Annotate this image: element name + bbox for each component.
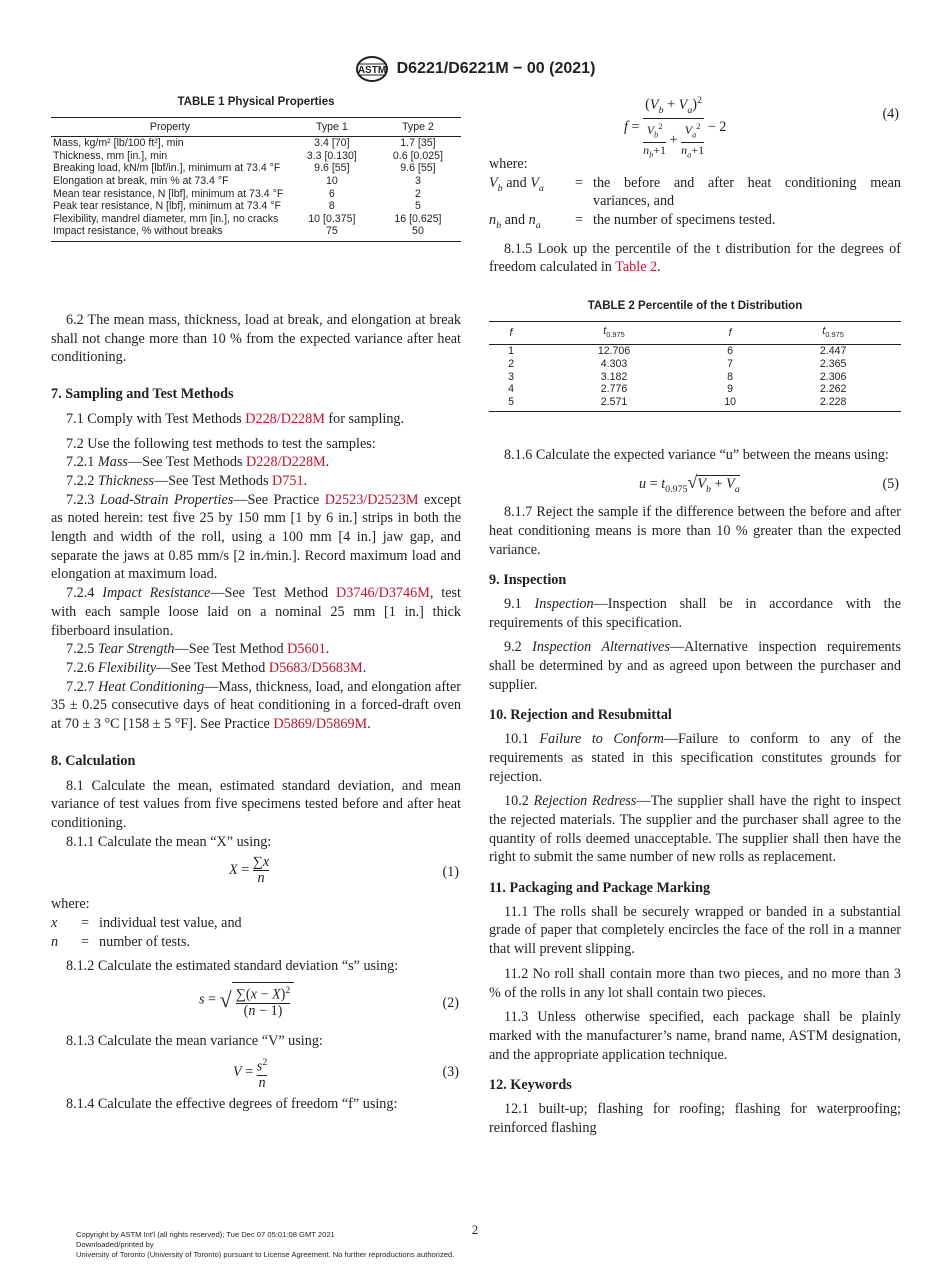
definition-n: the number of specimens tested. xyxy=(593,212,776,229)
table-cell: 1 xyxy=(508,345,514,358)
table-cell: 2.262 xyxy=(819,383,847,396)
equation-number: (3) xyxy=(442,1063,459,1080)
table-cell: Mass, kg/m² [lb/100 ft²], min xyxy=(53,137,184,150)
where-label: where: xyxy=(51,896,90,913)
column-header: Type 1 xyxy=(289,117,375,137)
paragraph-11-1: 11.1 The rolls shall be securely wrapped or banded in a substantial grade of paper that completely encircles the face of the roll in a manner that will prevent slipping. xyxy=(489,903,901,958)
table-row xyxy=(489,358,901,371)
page-header xyxy=(0,55,950,83)
table-cell: 10 xyxy=(695,396,765,412)
table-row xyxy=(51,175,461,188)
paragraph-11-2: 11.2 No roll shall contain more than two pieces, and no more than 3 % of the rolls in any lot shall contain two pieces. xyxy=(489,965,901,1001)
section-heading-10: 10. Rejection and Resubmittal xyxy=(489,707,672,724)
equation-2: s = √ $\frac{\sum(x - X)^2}{(n - 1)}$ (2) xyxy=(51,976,461,1032)
table-header-row xyxy=(51,117,461,137)
paragraph-11-3: 11.3 Unless otherwise specified, each package shall be plainly marked with the manufacturer’s name, brand name, ASTM designation, and the appropriate application technique. xyxy=(489,1009,901,1063)
section-heading-11: 11. Packaging and Package Marking xyxy=(489,880,711,897)
table-cell: 6 xyxy=(727,345,734,358)
table-cell: 3 xyxy=(508,370,514,383)
link-d228-mass[interactable]: D228/D228M xyxy=(246,454,326,471)
table1-title: TABLE 1 Physical Properties xyxy=(177,96,335,108)
paragraph-7-2-2: 7.2.2 Thickness—See Test Methods D751. xyxy=(66,472,308,489)
table-row xyxy=(489,383,901,396)
table-cell: 4.303 xyxy=(600,358,628,371)
table-cell: Flexibility, mandrel diameter, mm [in.], no cracks xyxy=(53,212,279,225)
astm-logo-icon xyxy=(355,55,389,83)
paragraph-7-2-3: 7.2.3 Load-Strain Properties—See Practice D2523/D2523M except as noted herein: test five 25 by 150 mm [1 by 6 in.] strips in both the length and width of the roll, using a 100 mm [4 in.] jaw gap, and separate the jaws at 0.85 mm/s [2 in.⁄min.]. Record maximum load and elongation at maximum load. xyxy=(51,491,462,583)
variable-definitions: $V_b$ and $V_a$ = the before and after heat conditioning mean variances, and $n_b$ and $n_a$ = the number of specimens tested. xyxy=(489,174,901,236)
link-d751[interactable]: D751 xyxy=(272,472,304,489)
table-cell: Breaking load, kN/m [lbf/in.], minimum at 73.4 °F xyxy=(53,162,281,175)
table-cell: Mean tear resistance, N [lbf], minimum at 73.4 °F xyxy=(53,187,284,200)
table-cell: 3.4 [70] xyxy=(314,137,350,150)
table-cell: 2.447 xyxy=(819,345,847,358)
table1-physical-properties xyxy=(51,117,461,242)
table-row xyxy=(51,188,461,201)
paragraph-7-2-1: 7.2.1 Mass—See Test Methods D228/D228M. xyxy=(66,454,330,471)
equation-3: V = $\frac{s^2}{n}$ (3) xyxy=(233,1056,459,1091)
table-cell: 2.306 xyxy=(819,370,847,383)
table-cell: 4 xyxy=(508,383,514,396)
table-row xyxy=(51,225,461,241)
footer-line: Downloaded/printed by xyxy=(76,1240,154,1249)
column-header: Type 2 xyxy=(375,117,461,137)
definition-v: the before and after heat conditioning mean variances, and xyxy=(593,174,901,210)
page-number: 2 xyxy=(471,1222,479,1237)
table-cell: 6 xyxy=(328,187,335,200)
footer-line: University of Toronto (University of Toronto) pursuant to License Agreement. No further reproductions authorized. xyxy=(76,1250,455,1259)
paragraph-8-1-1: 8.1.1 Calculate the mean “X” using: xyxy=(66,833,272,850)
table-cell: 8 xyxy=(328,200,335,213)
definition-n: number of tests. xyxy=(99,933,191,950)
paragraph-7-2-7: 7.2.7 Heat Conditioning—Mass, thickness, load, and elongation after 35 ± 0.25 consecutive days of heat conditioning in a forced-draft oven at 70 ± 3 °C [158 ± 5 °F]. See Practice D5869/D5869M. xyxy=(51,678,462,733)
paragraph-9-1: 9.1 Inspection—Inspection shall be in accordance with the requirements of this specification. xyxy=(489,595,902,631)
table-header-row: f $t_{0.975}$ f $t_{0.975}$ xyxy=(489,321,901,345)
table-cell: 3 xyxy=(414,175,421,188)
equation-number: (5) xyxy=(882,476,899,493)
table-row xyxy=(51,162,461,175)
table-row xyxy=(489,345,901,358)
footer-line: Copyright by ASTM Int'l (all rights reserved); Tue Dec 07 05:01:08 GMT 2021 xyxy=(76,1230,335,1239)
table-cell: 16 [0.625] xyxy=(394,212,442,225)
column-header: Property xyxy=(51,117,289,137)
table-cell: 2.776 xyxy=(600,383,628,396)
paragraph-10-1: 10.1 Failure to Conform—Failure to conform to any of the requirements as stated in this specification constitutes grounds for rejection. xyxy=(489,731,901,785)
table-row xyxy=(489,371,901,384)
table-row xyxy=(51,137,461,150)
document-designation: D6221/D6221M − 00 (2021) xyxy=(396,60,596,77)
equation-1: X = $\frac{\sum x}{n}$ (1) xyxy=(229,854,459,887)
variable-definitions: x = individual test value, and n = number of tests. xyxy=(51,914,461,951)
right-column xyxy=(489,93,901,1138)
table-cell: 5 xyxy=(414,200,421,213)
table-cell: Thickness, mm [in.], min xyxy=(53,149,168,162)
link-d3746[interactable]: D3746/D3746M xyxy=(336,585,430,602)
paragraph-6-2: 6.2 The mean mass, thickness, load at break, and elongation at break shall not change more than 10 % from the expected variance after heat conditioning. xyxy=(51,312,461,366)
table-cell: 0.6 [0.025] xyxy=(392,149,443,162)
paragraph-7-1: 7.1 Comply with Test Methods D228/D228M for sampling. xyxy=(66,410,405,427)
table-cell: 7 xyxy=(727,358,734,371)
table-cell: Elongation at break, min % at 73.4 °F xyxy=(53,175,229,188)
table-cell: 50 xyxy=(375,225,461,241)
section-heading-7: 7. Sampling and Test Methods xyxy=(51,386,234,403)
paragraph-7-2-6: 7.2.6 Flexibility—See Test Method D5683/D5683M. xyxy=(66,660,367,676)
link-d228[interactable]: D228/D228M xyxy=(245,410,325,427)
paragraph-8-1-6: 8.1.6 Calculate the expected variance “u” between the means using: xyxy=(504,447,889,464)
table-row xyxy=(51,150,461,163)
paragraph-8-1-5: 8.1.5 Look up the percentile of the t distribution for the degrees of freedom calculated in Table 2. xyxy=(489,240,901,276)
table-row xyxy=(51,213,461,226)
copyright-footer xyxy=(76,1230,454,1260)
table-cell: 3.3 [0.130] xyxy=(306,149,357,162)
link-d5601[interactable]: D5601 xyxy=(287,641,326,658)
paragraph-8-1-4: 8.1.4 Calculate the effective degrees of freedom “f” using: xyxy=(66,1095,398,1112)
paragraph-12-1: 12.1 built-up; flashing for roofing; flashing for waterproofing; reinforced flashing xyxy=(489,1101,901,1136)
paragraph-8-1-3: 8.1.3 Calculate the mean variance “V” using: xyxy=(66,1033,323,1050)
paragraph-7-2: 7.2 Use the following test methods to test the samples: xyxy=(66,435,376,452)
paragraph-8-1-2: 8.1.2 Calculate the estimated standard deviation “s” using: xyxy=(66,958,399,975)
left-column xyxy=(51,93,461,1114)
table-cell: 9 xyxy=(727,383,734,396)
section-heading-9: 9. Inspection xyxy=(489,572,567,589)
table-cell: 3.182 xyxy=(600,370,628,383)
equation-number: (1) xyxy=(442,864,459,881)
table-cell: Impact resistance, % without breaks xyxy=(51,225,289,241)
table2-t-distribution xyxy=(489,321,901,413)
paragraph-7-2-4: 7.2.4 Impact Resistance—See Test Method D3746/D3746M, test with each sample loose laid on a nominal 25 mm [1 in.] thick fiberboard insulation. xyxy=(51,585,461,639)
link-d5683[interactable]: D5683/D5683M xyxy=(268,660,363,676)
section-heading-12: 12. Keywords xyxy=(489,1077,572,1094)
table-cell: 2.571 xyxy=(533,396,695,412)
svg-text:ASTM: ASTM xyxy=(357,65,386,76)
table-cell: 1.7 [35] xyxy=(400,137,436,150)
table-cell: 8 xyxy=(727,370,734,383)
table-cell: 2 xyxy=(508,358,514,371)
table-cell: 9.6 [55] xyxy=(400,162,436,175)
equation-number: (4) xyxy=(882,106,899,122)
equation-5: $u = t_{0.975}√V_b + V_a$ (5) xyxy=(639,472,899,495)
table-cell: Peak tear resistance, N [lbf], minimum at 73.4 °F xyxy=(53,200,281,213)
link-d2523[interactable]: D2523/D2523M xyxy=(324,491,419,508)
table-cell: 12.706 xyxy=(597,345,631,358)
table-cell: 9.6 [55] xyxy=(314,162,350,175)
table-cell: 2.228 xyxy=(765,396,901,412)
table-row xyxy=(51,200,461,213)
table2-title: TABLE 2 Percentile of the t Distribution xyxy=(587,300,803,313)
table-cell: 2 xyxy=(414,187,421,200)
paragraph-7-2-5: 7.2.5 Tear Strength—See Test Method D5601. xyxy=(66,641,330,658)
table-cell: 10 xyxy=(325,175,338,188)
table-cell: 2.365 xyxy=(819,358,847,371)
paragraph-9-2: 9.2 Inspection Alternatives—Alternative inspection requirements shall be determined by and as agreed upon between the purchaser and supplier. xyxy=(489,639,901,693)
link-table-2[interactable]: Table 2 xyxy=(615,259,658,276)
equation-4: f = $(V_b + V_a)^2$ $\frac{V_b^2}{n_b+1}$ + $\frac{V_a^2}{n_a+1}$ − 2 (4) xyxy=(489,93,901,155)
table-cell: 75 xyxy=(289,225,375,241)
section-heading-8: 8. Calculation xyxy=(51,752,136,769)
table-cell: 5 xyxy=(489,396,533,412)
paragraph-8-1: 8.1 Calculate the mean, estimated standard deviation, and mean variance of test values from five specimens tested before and after heat conditioning. xyxy=(51,777,461,831)
equation-number: (2) xyxy=(442,995,459,1012)
definition-x: individual test value, and xyxy=(99,915,242,932)
paragraph-10-2: 10.2 Rejection Redress—The supplier shall have the right to inspect the rejected materials. The supplier and the purchaser shall agree to the quantity of rolls deemed unacceptable. The supplier shall then have the right to submit the same number of new rolls as replacement. xyxy=(489,793,901,866)
table-row xyxy=(489,396,901,412)
where-label: where: xyxy=(489,156,528,172)
link-d5869[interactable]: D5869/D5869M xyxy=(273,716,368,733)
paragraph-8-1-7: 8.1.7 Reject the sample if the difference between the before and after heat conditioning means is more than 10 % greater than the expected variance. xyxy=(489,504,901,558)
table-cell: 10 [0.375] xyxy=(308,212,356,225)
